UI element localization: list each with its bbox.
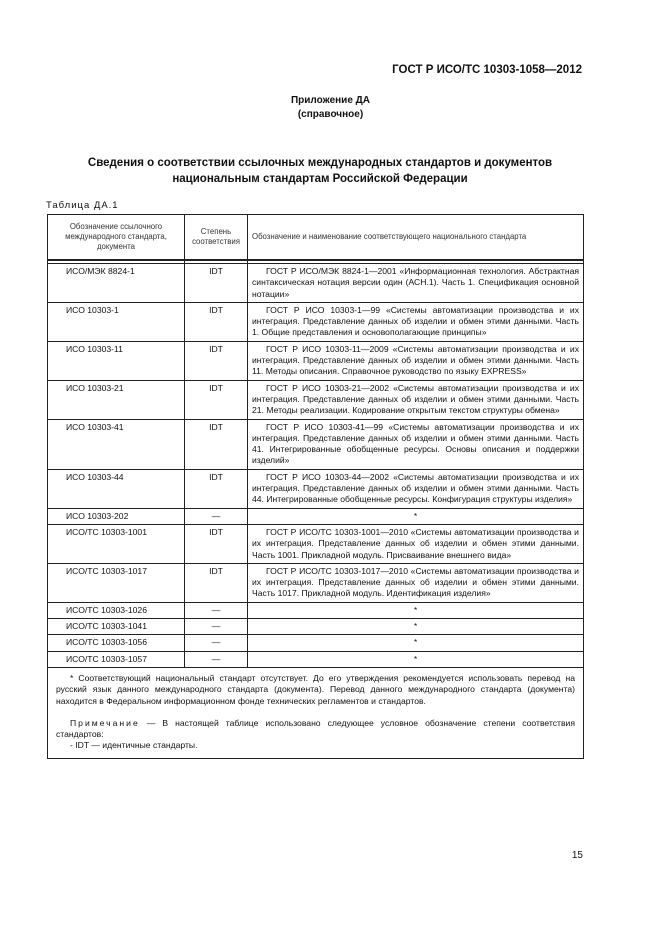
table-row — [48, 469, 584, 508]
degree-cell: — — [185, 651, 248, 667]
header-degree: Степень соответствия — [185, 215, 248, 261]
note-label: Примечание — [70, 717, 140, 728]
national-standard-cell — [248, 524, 584, 563]
degree-cell: IDT — [185, 419, 248, 469]
document-code: ГОСТ Р ИСО/ТС 10303-1058—2012 — [392, 64, 582, 76]
reference-cell: ИСО/ТС 10303-1057 — [48, 651, 185, 667]
national-standard-text: ГОСТ Р ИСО/ТС 10303-1001—2010 «Системы автоматизации производства и их интеграция. Представление данных об изделии и обмен этими данными. Часть 1001. Прикладной модуль. Присваивание внешнего вида» — [252, 526, 579, 560]
header-national: Обозначение и наименование соответствующего национального стандарта — [248, 215, 584, 261]
reference-cell: ИСО/ТС 10303-1026 — [48, 602, 185, 618]
note-item: - IDT — идентичные стандарты. — [70, 740, 198, 751]
section-title-line-2: национальным стандартам Российской Федерации — [172, 173, 468, 185]
national-standard-cell: * — [248, 508, 584, 524]
degree-cell: IDT — [185, 302, 248, 341]
national-standard-cell: * — [248, 619, 584, 635]
reference-cell: ИСО 10303-44 — [48, 469, 185, 508]
national-standard-cell — [248, 264, 584, 303]
degree-cell: IDT — [185, 264, 248, 303]
table-row — [48, 264, 584, 303]
national-standard-text: ГОСТ Р ИСО 10303-41—99 «Системы автоматизации производства и их интеграция. Представление данных об изделии и обмен этими данными. Часть 41. Интегрированные обобщенные ресурсы. Основы описания и поддержки изделий» — [252, 421, 579, 466]
national-standard-text: ГОСТ Р ИСО/ТС 10303-1017—2010 «Системы автоматизации производства и их интеграция. Представление данных об изделии и обмен этими данными. Часть 1017. Прикладной модуль. Идентификация изделия» — [252, 565, 579, 599]
table-row — [48, 302, 584, 341]
section-title — [60, 155, 580, 187]
table-row — [48, 651, 584, 667]
table-row — [48, 619, 584, 635]
degree-cell: — — [185, 508, 248, 524]
table-row — [48, 635, 584, 651]
reference-cell: ИСО/ТС 10303-1001 — [48, 524, 185, 563]
degree-cell: IDT — [185, 563, 248, 602]
section-title-line-1: Сведения о соответствии ссылочных международных стандартов и документов — [87, 157, 553, 169]
table-body — [48, 260, 584, 667]
national-standard-text: ГОСТ Р ИСО 10303-21—2002 «Системы автоматизации производства и их интеграция. Представление данных об изделии и обмен этими данными. Часть 21. Методы реализации. Кодирование открытым текстом структуры обмена» — [252, 382, 579, 416]
degree-cell: IDT — [185, 469, 248, 508]
degree-cell: IDT — [185, 524, 248, 563]
header-reference: Обозначение ссылочного международного стандарта, документа — [48, 215, 185, 261]
national-standard-cell — [248, 380, 584, 419]
appendix-title: Приложение ДА — [290, 95, 371, 106]
note — [56, 718, 575, 741]
correspondence-table — [47, 214, 584, 759]
appendix-subtitle: (справочное) — [297, 109, 364, 120]
table-row — [48, 380, 584, 419]
reference-cell: ИСО 10303-1 — [48, 302, 185, 341]
national-standard-cell — [248, 341, 584, 380]
reference-cell: ИСО 10303-21 — [48, 380, 185, 419]
reference-cell: ИСО/МЭК 8824-1 — [48, 264, 185, 303]
reference-cell: ИСО 10303-11 — [48, 341, 185, 380]
degree-cell: — — [185, 602, 248, 618]
degree-cell: IDT — [185, 380, 248, 419]
table-caption: Таблица ДА.1 — [46, 200, 119, 211]
table-row — [48, 524, 584, 563]
footnote: * Соответствующий национальный стандарт отсутствует. До его утверждения рекомендуется использовать перевод на русский язык данного международного стандарта (документа). Перевод данного международного стандарта (документа) находится в Федеральном информационном фонде технических регламентов и стандартов. — [56, 672, 575, 706]
national-standard-cell — [248, 469, 584, 508]
note-text: — В настоящей таблице использовано следующее условное обозначение степени соответствия стандартов: — [56, 717, 575, 740]
national-standard-text: ГОСТ Р ИСО 10303-1—99 «Системы автоматизации производства и их интеграция. Представление данных об изделии и обмен этими данными. Часть 1. Общие представления и основополагающие принципы» — [252, 304, 579, 338]
reference-cell: ИСО 10303-202 — [48, 508, 185, 524]
degree-cell: — — [185, 619, 248, 635]
degree-cell: IDT — [185, 341, 248, 380]
national-standard-cell — [248, 302, 584, 341]
table-footer — [48, 667, 584, 758]
table-footer-row — [48, 667, 584, 758]
table-header-row — [48, 215, 584, 261]
table-row — [48, 508, 584, 524]
national-standard-cell — [248, 563, 584, 602]
national-standard-text: ГОСТ Р ИСО 10303-11—2009 «Системы автоматизации производства и их интеграция. Представление данных об изделии и обмен этими данными. Часть 11. Методы описания. Справочное руководство по языку EXPRESS» — [252, 343, 579, 377]
reference-cell: ИСО 10303-41 — [48, 419, 185, 469]
national-standard-cell: * — [248, 635, 584, 651]
appendix-heading — [0, 94, 661, 122]
national-standard-cell — [248, 419, 584, 469]
degree-cell: — — [185, 635, 248, 651]
table-row — [48, 341, 584, 380]
table-row — [48, 563, 584, 602]
national-standard-cell: * — [248, 651, 584, 667]
page-number: 15 — [571, 850, 583, 861]
national-standard-text: ГОСТ Р ИСО/МЭК 8824-1—2001 «Информационная технология. Абстрактная синтаксическая нотация версии один (АСН.1). Часть 1. Спецификация основной нотации» — [252, 266, 579, 299]
reference-cell: ИСО/ТС 10303-1041 — [48, 619, 185, 635]
national-standard-cell: * — [248, 602, 584, 618]
national-standard-text: ГОСТ Р ИСО 10303-44—2002 «Системы автоматизации производства и их интеграция. Представление данных об изделии и обмен этими данными. Часть 44. Интегрированные обобщенные ресурсы. Конфигурация структуры изделия» — [252, 471, 579, 505]
table-row — [48, 602, 584, 618]
table-row — [48, 419, 584, 469]
reference-cell: ИСО/ТС 10303-1056 — [48, 635, 185, 651]
reference-cell: ИСО/ТС 10303-1017 — [48, 563, 185, 602]
